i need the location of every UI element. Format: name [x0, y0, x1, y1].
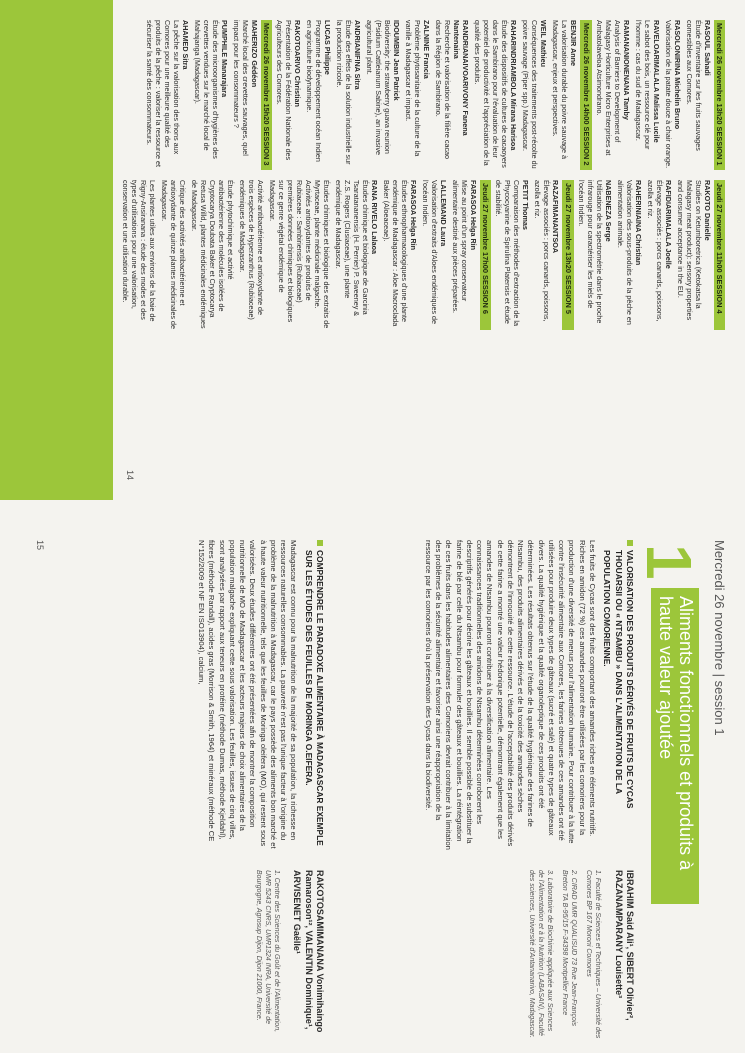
poster-entry — [435, 20, 471, 170]
article-1-affiliation-1: 1. Faculté de Sciences et Techniques – Université des Comores BP 167 Moroni Comores — [585, 870, 602, 1039]
poster-author: AHAMED Sitra — [181, 20, 191, 70]
article-1-title: VALORISATION DES PRODUITS DÉRIVÉS DE FRUITS DE CYCAS THOUARSII OU « NTSAMBU » DANS L'ALIMENTATION DE LA POPULATION COMORIENNE. — [601, 540, 635, 850]
poster-author: NABENEZA Serge — [603, 180, 613, 242]
poster-entry — [474, 20, 519, 170]
session-heading: Mercredi 26 novembre 14h00 SESSION 2 — [581, 20, 592, 170]
article-1 — [423, 540, 635, 850]
article-1-body: Les fruits de Cycas sont des fruits comportant des amandes riches en éléments nutritifs. Riches en amidon (72 %) ces amandes pourront être utilisées par les comoriens pour la production d'une diversité de menus pour l'alimentation humaine. Pour contribuer à la lutte contre l'insécurité alimentaire aux Comores, les farines obtenues de ces amandes ont été utilisées pour produire deux types de gâteaux (sucré et salé) et quatre types de gâteaux divers. La qualité hygiénique et la qualité organoleptique de ces produits ont été déterminées. Les résultats obtenus sur l'étude de la qualité hygiénique des farines de Ntsambu, des produits alimentaires dérivés et de la toxicité des amandes sèches démontrent de l'innocuité de cette ressource. L'étude de l'acceptabilité des produits dérivés de cette farine a montré une valeur hédonique potentielle, démontrant également que les amandes de Ntsambu pourront contribuer à la diversification alimentaire. Les connaissances traditionnelles des amidons de Ntsambu déterminées corroborent les descriptifs générés pour décrire les gâteaux et bouillies. Il semble possible de substituer la farine de blé par celle du Ntsambu pour formuler des gâteaux et bouillies. La réintégration de ces fruits dans les habitudes alimentaires des Comoriens devrait contribuer à la limitation des problèmes de la sécurité alimentaire et favoriser ainsi une réappropriation de la ressource par les comoriens d'où la préservation des Cycas dans la biodiversité. — [423, 540, 597, 850]
poster-entry — [534, 180, 561, 330]
poster-author: MAHERIZO Gédéon — [250, 20, 260, 88]
page-number-14: 14 — [125, 470, 135, 481]
poster-entry — [306, 20, 333, 170]
article-1-authors: IBRAHIM Said Ali¹, SIBERT Olivier², RAZANAMPARANY Louisette³ — [613, 870, 635, 1021]
poster-title: Critique des activités antibactérienne et antioxydante de quinze plantes médicinales de Madagascar. — [160, 180, 188, 330]
page-number-15: 15 — [35, 540, 45, 551]
poster-author: IDOUMBIN Jean Patrick — [392, 20, 402, 101]
poster-title: Valorisation des sous-produits de la pêche en alimentation animale. — [615, 180, 634, 325]
session-heading: Mercredi 26 novembre 15h20 SESSION 3 — [261, 20, 272, 170]
poster-title: La valorisation durable du poivre sauvage à Madagascar, enjeux et perspectives. — [551, 20, 570, 160]
session-heading: Jeudi 27 novembre 17h00 SESSION 6 — [480, 180, 491, 330]
poster-author: ZALNINE Francia — [422, 20, 432, 79]
poster-entry — [595, 20, 631, 170]
poster-column-2 — [118, 180, 725, 330]
poster-title: Utilisation de la spectrométrie dans le proche infrarouge pour caractériser les miels de l'océan Indien. — [576, 180, 604, 324]
poster-author: RASOLONIRINA Michelin Bruno — [672, 20, 682, 130]
poster-author: RASOUL Sahadi — [702, 20, 712, 76]
poster-entry — [382, 180, 418, 330]
poster-title: Les plantes utiles aux environs de la baie de Rigny-Ansiranana : étude des modes et des types d'utilisations pour une valorisation, conservation et une utilisation durable. — [121, 180, 158, 322]
session-date-line: Mercredi 26 novembre | session 1 — [712, 540, 727, 736]
poster-entry — [145, 20, 190, 170]
poster-title: Conséquences des traitements post-récolte du poivre sauvage (Piper spp.) Madagascar. — [521, 20, 540, 169]
article-2-authors-sidebar — [248, 870, 325, 1040]
poster-entry — [634, 20, 661, 170]
poster-title: Problème phytosanitaire de la culture de la vanille à Madagascar et impact. — [404, 20, 423, 157]
poster-title: Studies on Ketumboretrica (Ketokatsa la Malagasy meat product): sensory properties and consumer acceptance in the EU. — [675, 180, 703, 321]
poster-entry — [552, 20, 579, 170]
poster-entry — [268, 180, 331, 330]
poster-entry — [336, 20, 363, 170]
poster-entry — [522, 20, 549, 170]
poster-entry — [646, 180, 673, 330]
poster-author: RAMANANIONENANA Tamby — [621, 20, 631, 120]
article-2-body: Madagascar est connu pour la malnutrition de la majorité de sa population, la richesse en ressources naturelles consommables. La pauvreté n'est pas l'unique facteur à l'origine du problème de la malnutrition à Madagascar, car le pays possède des aliments bon marché et à haute valeur nutritionnelle, tels que les feuilles de Moringa oleifera (MO), qui restent sous valorisées. Deux études différentes ont été présentées afin de montrer la composition nutritionnelle de MO de Madagascar et les acteurs majeurs de choix alimentaires de la population malgache expliquant cette sous valorisation. Les feuilles, issues de cinq villes, sont analysées par rapport aux teneurs en protéine (méthode Dumas, méthode Kjeldahl), fibres (méthode Randall), acides gras (Morrison & Smith, 1964) et minéraux (méthode CE N°152/2009 et NF EN ISO13904), calcium, — [197, 540, 299, 849]
poster-author: ANDRIANIFINA Sitra — [353, 20, 363, 90]
article-2-authors: RAKOTOSAMIMANANA Vonimihaingo Ramaroson¹², VALENTIN Dominique¹, ARVISENET Gaëlle¹ — [292, 870, 325, 1033]
poster-column-1 — [142, 20, 725, 170]
poster-entry — [366, 20, 402, 170]
poster-entry — [276, 20, 303, 170]
poster-author: PUMPHILE Manarajara — [220, 20, 230, 98]
article-2-title: COMPRENDRE LE PARADOXE ALIMENTAIRE À MADAGASCAR EXEMPLE SUR LES ÉTUDES DES FEUILLES DE MORINGA O.EIFERA. — [302, 540, 325, 850]
poster-author: PETIT Thomas — [521, 180, 531, 230]
poster-entry — [193, 20, 229, 170]
poster-author: FARASOA Helga Rin — [469, 180, 479, 251]
poster-title: Élevage associés : porcs canards, poissons, azolla et riz. — [533, 180, 552, 322]
poster-author: RAFIDIARIMALALA Joelle — [663, 180, 673, 269]
poster-entry — [334, 180, 379, 330]
poster-entry — [121, 180, 157, 330]
poster-author: RANDRIANAIVOARIVONY Fanena Nantenaina — [452, 20, 471, 136]
session-number: 1 — [633, 544, 705, 580]
poster-entry — [190, 180, 235, 330]
poster-title: La pêche sur la valorisation des thons aux Comores pour une meilleure qualité des produits de la pêche : valoriser la ressource et sécuriser la santé des consommateurs. — [145, 20, 182, 168]
poster-author: FARASOA Helga Rin — [409, 180, 419, 251]
page-14 — [0, 0, 745, 500]
poster-entry — [405, 20, 432, 170]
poster-entry — [160, 180, 187, 330]
article-2-affiliation-1: 1. Centre des Sciences du Goût et de l'Alimentation, UMR 5243 CNRS, UMR1324 INRA, Université de Bourgogne, Agrosup Dijon, Dijon 21000, France. — [255, 870, 281, 1033]
poster-title: Études chimique et biologique de Garcinia Tsaratananensis (H. Perrier) P. Sweeney & Z.S. Rogers (Clusiaceae), une plante endémique de Madagascar. — [334, 180, 371, 317]
poster-title: Étude d'inventaire sur les fruits sauvages comestibles aux Comores. — [684, 20, 703, 151]
poster-entry — [451, 180, 478, 330]
poster-title: Études chimiques et biologique des extraits de Myrtaceae, plante médicinale malgache. Activités antioxydantes de produits de Rubiaceae : Sambiriensis (Rubiaceae) premières données chimiques et biologiques sur ce genre végétal endémique de Madagascar. — [268, 180, 332, 329]
poster-author: RAKOTOARIVO Christian — [293, 20, 303, 107]
poster-author: RAHERINIAINA Christian — [633, 180, 643, 266]
poster-title: Programme de développement océan Indien en agriculture biodynamique. — [305, 20, 324, 162]
poster-title: Étude des dispositifs de cultures de cacaoyers dans le Sambirano pour l'évaluation de leur potentiel de productivité et l'appréciation de la qualité des produits. — [473, 20, 510, 168]
poster-entry — [676, 180, 712, 330]
poster-title: Comparaison des méthodes d'extraction de la Phycocyanine de Spirulina Platensis et étude de stabilité. — [494, 180, 522, 327]
poster-title: Étude des microorganismes d'hygiènes des crevettes vendues sur le marché local de Mahajanga (Madagascar). — [193, 20, 221, 159]
poster-title: Valorisation d'extraits d'Aloes endémiques de l'océan Indien. — [421, 180, 440, 325]
poster-author: RAHARINDRIAMBOLA Mirana Harisoa — [509, 20, 519, 151]
poster-title: Activité antibactérienne et antioxydante de trois espèces de Hyperzanthus (Rubiaceae) endémiques de Madagascar. — [238, 180, 266, 320]
poster-author: RAVELOARIMALALA Malissa Lucile — [651, 20, 661, 143]
poster-title: Étude phytochimique et activité antibactérienne des molécules isolées de Cryptocarya Doubata Baker et Cryptocarya Retusa Willd, plantes médicinales endémiques de Madagascar. — [190, 180, 236, 329]
session-heading: Jeudi 27 novembre 13h20 SESSION 5 — [563, 180, 574, 330]
poster-title: Analysis of Barriers to Development of Malagasy Horticulture Micro Enterprises at Ambatolaveloa Atsimondrano. — [594, 20, 622, 156]
poster-author: LALLEMAND Laura — [439, 180, 449, 247]
poster-entry — [495, 180, 531, 330]
poster-title: Biodiversity: the strawberry guava reunion (Psidium Cattleianum Sabine), an invasive agricultural plant. — [365, 20, 393, 156]
session-heading: Jeudi 27 novembre 11h00 SESSION 4 — [714, 180, 725, 330]
poster-author: WEIL Mathieu — [539, 20, 549, 67]
poster-author: BENJIR Anne — [569, 20, 579, 67]
poster-title: Élevage associés : porcs canards, poissons, azolla et riz. — [645, 180, 664, 322]
page-15 — [0, 520, 745, 1053]
poster-entry — [232, 20, 259, 170]
poster-title: Mise au point d'un spray conservateur alimentaire destiné aux pièces préparées. — [451, 180, 470, 314]
poster-entry — [664, 20, 682, 170]
poster-author: RANA RIVELO Lalaoa — [370, 180, 380, 255]
poster-entry — [238, 180, 265, 330]
article-2 — [196, 540, 325, 850]
article-1-authors-sidebar — [521, 870, 635, 1040]
poster-title: Études ethnopharmacologiques d'une plante endémique de Madagascar : Aloe Macroclada Baker (Aloeaceae). — [382, 180, 410, 327]
posters-banner — [0, 0, 113, 500]
poster-title: Le sabot des bois, un ressource clé pour l'homme : cas du sud de Madagascar. — [633, 20, 652, 150]
session-heading: Mercredi 26 novembre 13h20 SESSION 1 — [714, 20, 725, 170]
poster-title: Présentation de la Fédération Nationale des Agriculteurs des Comores. — [275, 20, 294, 161]
article-1-affiliation-2: 2. CIRAD UMR QUALISUD 73 Rue Jean-François Breton TA B-95/15 F-34398 Montpellier France — [561, 870, 578, 1026]
poster-author: LUCAS Philippe — [323, 20, 333, 75]
poster-title: Valorisation de la patate douce à chair orange. — [663, 20, 673, 169]
poster-title: Étude des effets de la solution industrielle sur la production rizicole. — [335, 20, 354, 165]
poster-entry — [577, 180, 613, 330]
poster-entry — [421, 180, 448, 330]
article-1-affiliation-3: 3. Laboratoire de Biochimie appliquée aux Sciences de l'Alimentation et à la Nutrition (LABASAN), Faculté des sciences, Université d'Antananarivo, Madagascar. — [527, 870, 554, 1038]
poster-author: RAZAFIMANANTSOA — [551, 180, 561, 254]
poster-entry — [685, 20, 712, 170]
theme-title: Aliments fonctionnels et produits à haute valeur ajoutée — [651, 588, 699, 904]
poster-title: Marché local des crevettes sauvages, quel impact pour les consommateurs ? — [232, 20, 251, 156]
poster-entry — [616, 180, 643, 330]
poster-author: RAKOTO Danielle — [702, 180, 712, 241]
poster-title: Recherche et valorisation de la filière cacao dans la Région de Sambirano. — [434, 20, 453, 160]
